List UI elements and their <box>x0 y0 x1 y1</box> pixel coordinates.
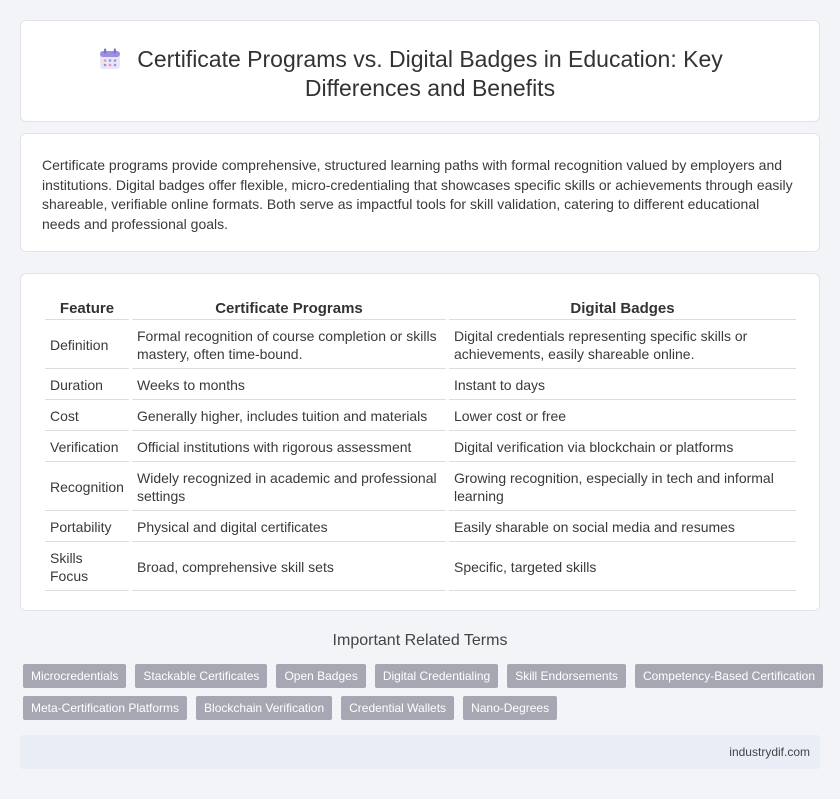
feature-cell: Recognition <box>45 464 129 511</box>
tag-row <box>23 696 823 720</box>
tag-meta-certification-platforms[interactable]: Meta-Certification Platforms <box>23 696 187 720</box>
badge-cell: Digital verification via blockchain or platforms <box>449 433 796 462</box>
feature-cell: Cost <box>45 402 129 431</box>
table-row <box>45 402 796 431</box>
badge-cell: Instant to days <box>449 371 796 400</box>
table-row <box>45 433 796 462</box>
column-header-certificate-programs: Certificate Programs <box>132 297 446 320</box>
related-terms-heading: Important Related Terms <box>332 632 508 649</box>
comparison-table-card <box>20 273 820 611</box>
feature-cell: Skills Focus <box>45 544 129 591</box>
table-row <box>45 371 796 400</box>
tag-row <box>23 664 823 688</box>
related-terms-tags <box>23 664 823 728</box>
certificate-cell: Weeks to months <box>132 371 446 400</box>
footer-site-link[interactable]: industrydif.com <box>729 745 810 759</box>
table-row <box>45 464 796 511</box>
certificate-cell: Formal recognition of course completion or skills mastery, often time-bound. <box>132 322 446 369</box>
badge-cell: Easily sharable on social media and resumes <box>449 513 796 542</box>
tag-stackable-certificates[interactable]: Stackable Certificates <box>135 664 267 688</box>
certificate-cell: Widely recognized in academic and professional settings <box>132 464 446 511</box>
tag-microcredentials[interactable]: Microcredentials <box>23 664 126 688</box>
tag-open-badges[interactable]: Open Badges <box>276 664 365 688</box>
table-row <box>45 322 796 369</box>
table-row <box>45 513 796 542</box>
footer <box>20 735 820 769</box>
comparison-table <box>42 295 799 593</box>
certificate-cell: Broad, comprehensive skill sets <box>132 544 446 591</box>
table-header-row <box>45 297 796 320</box>
column-header-feature: Feature <box>45 297 129 320</box>
badge-cell: Digital credentials representing specific skills or achievements, easily shareable online. <box>449 322 796 369</box>
title-card <box>20 20 820 122</box>
badge-cell: Growing recognition, especially in tech and informal learning <box>449 464 796 511</box>
certificate-cell: Physical and digital certificates <box>132 513 446 542</box>
tag-nano-degrees[interactable]: Nano-Degrees <box>463 696 557 720</box>
intro-paragraph: Certificate programs provide comprehensive, structured learning paths with formal recognition valued by employers and institutions. Digital badges offer flexible, micro-credentialing that showcases specific skills or achievements through easily shareable, verifiable online formats. Both serve as impactful tools for skill validation, catering to different educational needs and professional goals. <box>42 157 793 232</box>
table-row <box>45 544 796 591</box>
feature-cell: Verification <box>45 433 129 462</box>
certificate-cell: Generally higher, includes tuition and materials <box>132 402 446 431</box>
tag-skill-endorsements[interactable]: Skill Endorsements <box>507 664 626 688</box>
certificate-cell: Official institutions with rigorous assessment <box>132 433 446 462</box>
tag-blockchain-verification[interactable]: Blockchain Verification <box>196 696 332 720</box>
column-header-digital-badges: Digital Badges <box>449 297 796 320</box>
feature-cell: Portability <box>45 513 129 542</box>
intro-card <box>20 133 820 252</box>
badge-cell: Lower cost or free <box>449 402 796 431</box>
feature-cell: Duration <box>45 371 129 400</box>
page-title: Certificate Programs vs. Digital Badges in Education: Key Differences and Benefits <box>137 46 723 101</box>
feature-cell: Definition <box>45 322 129 369</box>
badge-cell: Specific, targeted skills <box>449 544 796 591</box>
tag-competency-based-certification[interactable]: Competency-Based Certification <box>635 664 823 688</box>
tag-credential-wallets[interactable]: Credential Wallets <box>341 696 454 720</box>
tag-digital-credentialing[interactable]: Digital Credentialing <box>375 664 498 688</box>
